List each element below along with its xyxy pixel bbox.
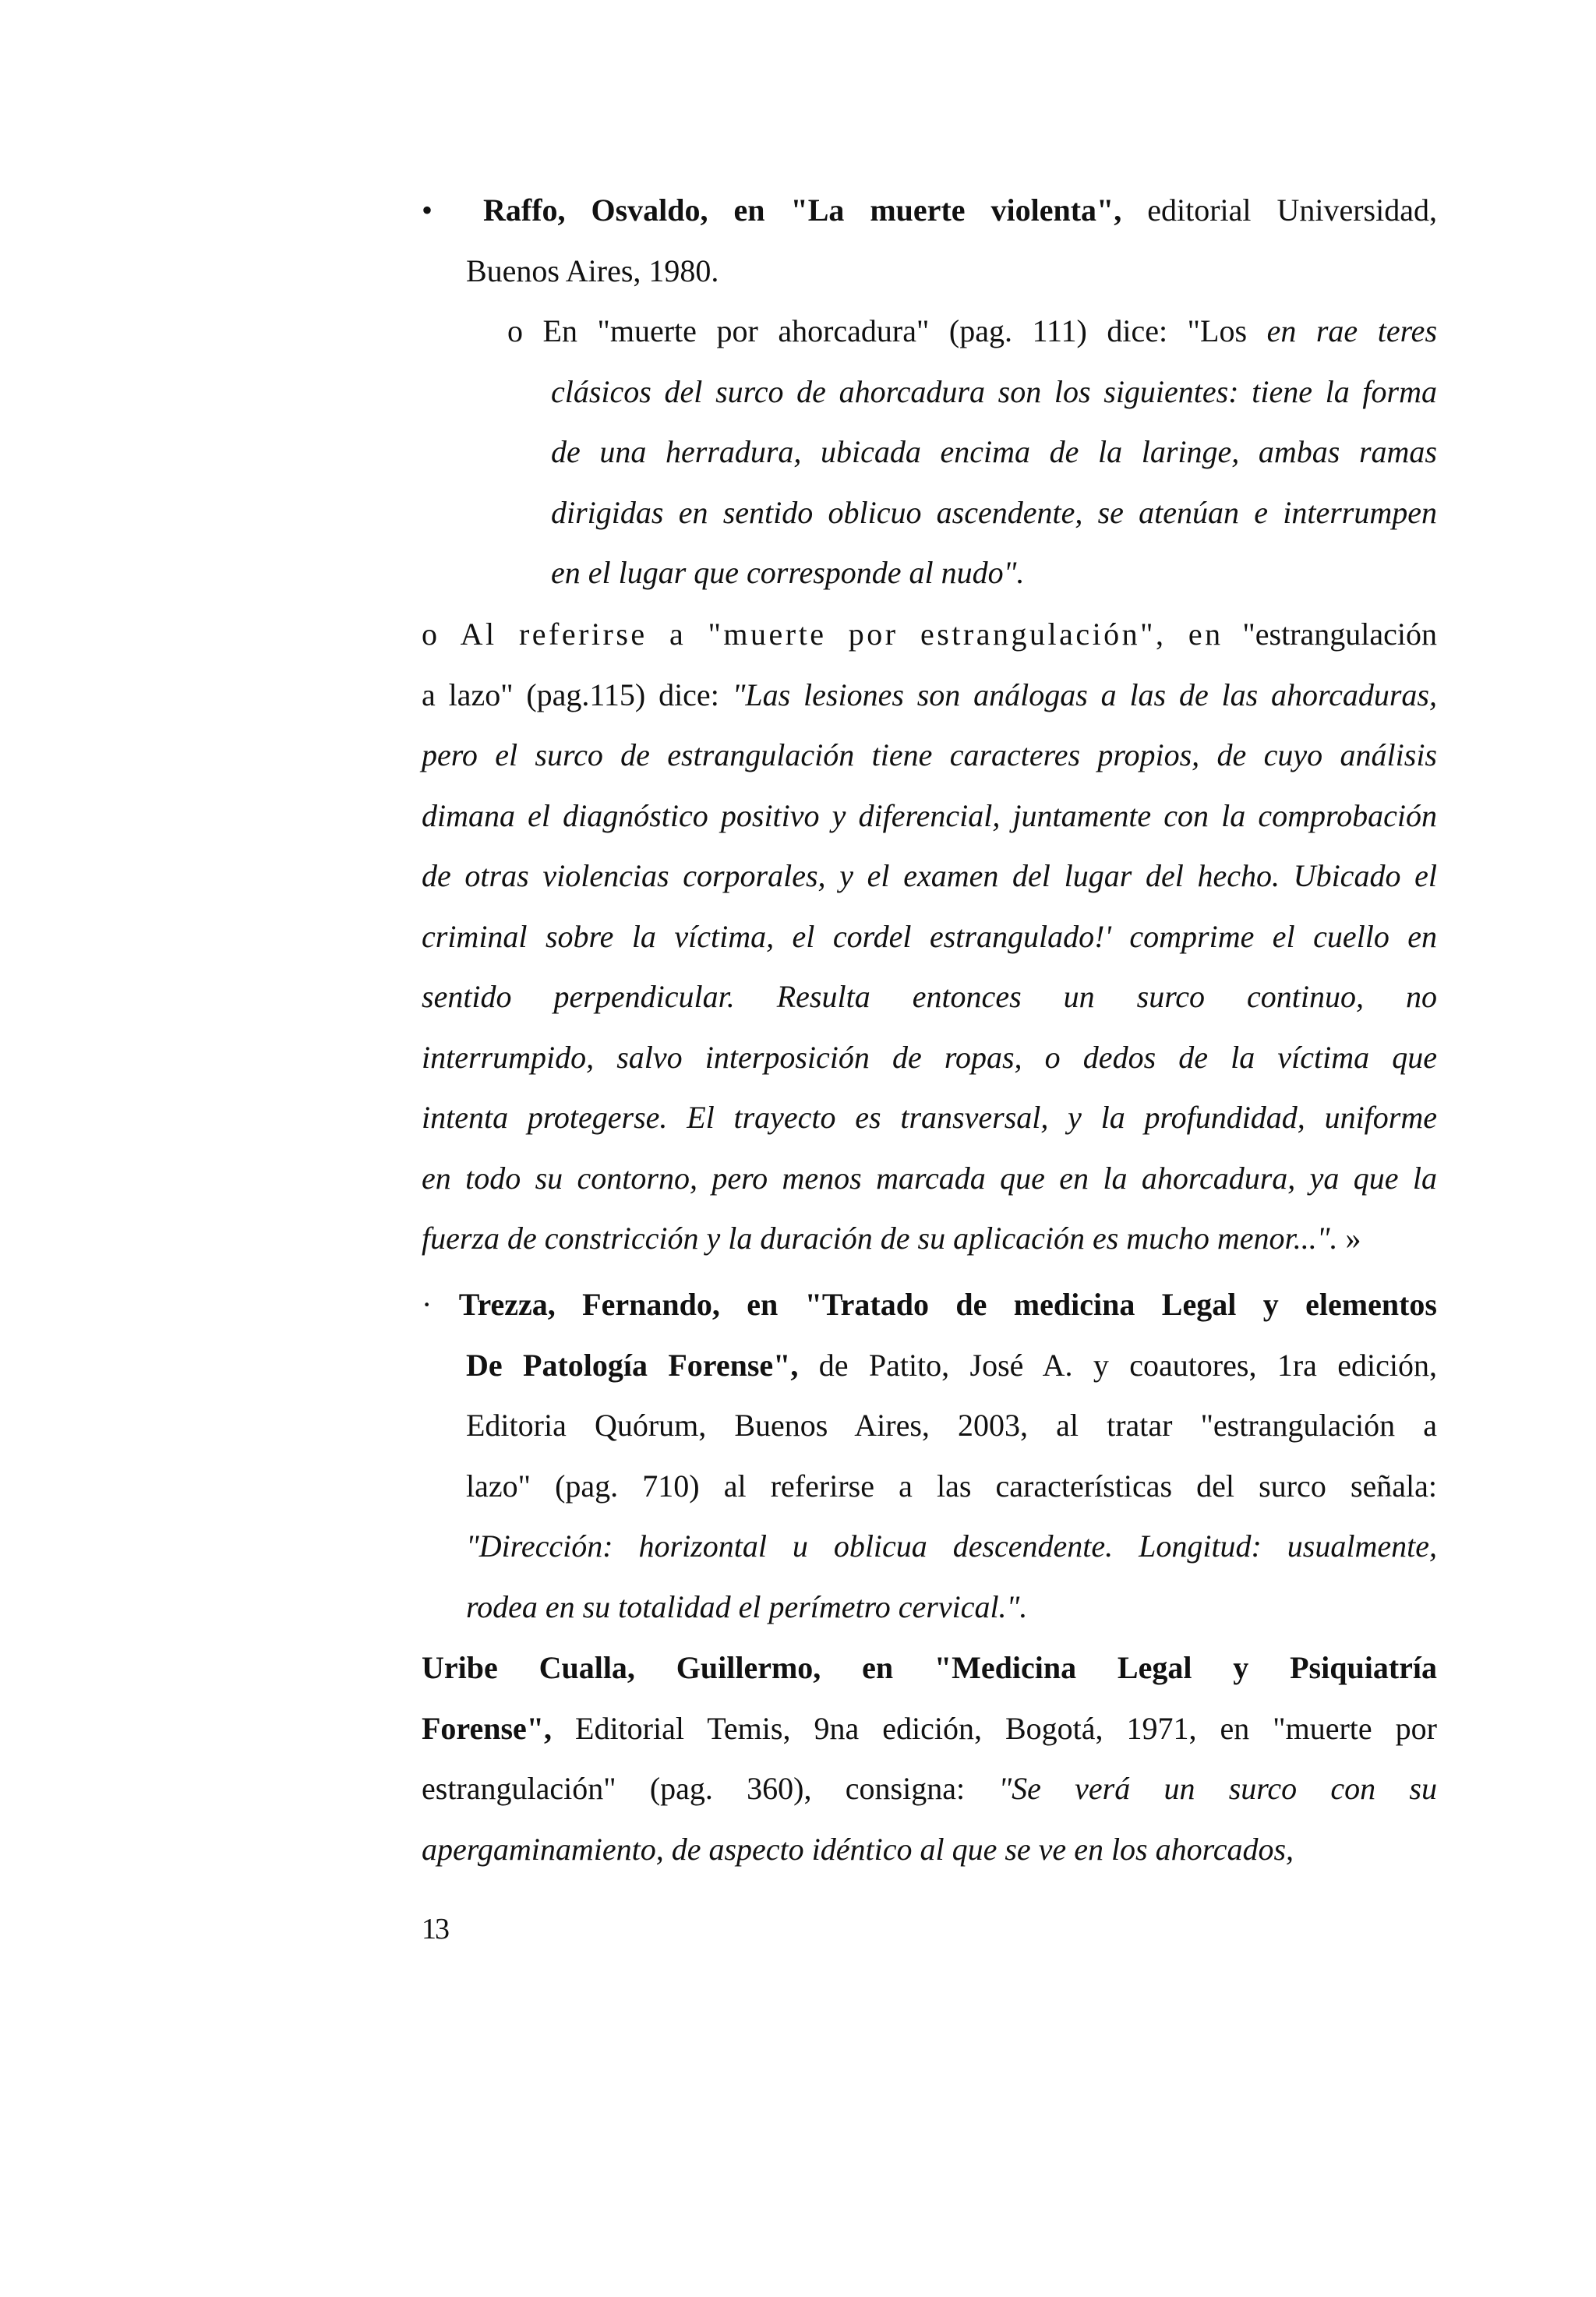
reference-trezza-title-end: De Patología Forense", [466, 1347, 799, 1383]
reference-uribe-quote-line: apergaminamiento, de aspecto idéntico al que se ve en los ahorcados, [422, 1831, 1294, 1867]
subitem-estrangulacion-quote-start: "Las lesiones son análogas a las de las ahorcaduras, [732, 677, 1437, 712]
reference-trezza [422, 1274, 1437, 1637]
subitem-ahorcadura-lead: o En "muerte por ahorcadura" (pag. 111) dice: "Los [507, 313, 1267, 348]
reference-uribe-citation: estrangulación" (pag. 360), consigna: [422, 1771, 999, 1806]
subitem-estrangulacion-quote-line: de otras violencias corporales, y el examen del lugar del hecho. Ubicado el [422, 858, 1437, 893]
page-number: 13 [422, 1913, 448, 1945]
reference-raffo-line-2: Buenos Aires, 1980. [466, 253, 719, 288]
subitem-ahorcadura-quote-line: de una herradura, ubicada encima de la laringe, ambas ramas [551, 434, 1437, 469]
reference-trezza-quote-line: rodea en su totalidad el perímetro cervical.". [466, 1588, 1028, 1624]
bullet-point: • [422, 193, 433, 228]
subitem-estrangulacion-tail: » [1337, 1221, 1361, 1256]
subitem-estrangulacion-quote-line: sentido perpendicular. Resulta entonces un surco continuo, no [422, 979, 1437, 1014]
subitem-ahorcadura [507, 301, 1437, 603]
reference-trezza-title: Trezza, Fernando, en "Tratado de medicina Legal y elementos [458, 1287, 1437, 1322]
subitem-estrangulacion [422, 604, 1437, 1269]
subitem-estrangulacion-quote-line: interrumpido, salvo interposición de ropas, o dedos de la víctima que [422, 1039, 1437, 1075]
reference-raffo-publisher: editorial Universidad, [1121, 193, 1437, 228]
subitem-estrangulacion-quote-end: fuerza de constricción y la duración de su aplicación es mucho menor...". [422, 1221, 1338, 1256]
subitem-estrangulacion-lead: o Al referirse a "muerte por estrangulación", en [422, 617, 1223, 652]
reference-uribe-publisher: Editorial Temis, 9na edición, Bogotá, 1971, en "muerte por [552, 1710, 1437, 1746]
subitem-estrangulacion-quote-line: dimana el diagnóstico positivo y diferencial, juntamente con la comprobación [422, 797, 1437, 833]
subitem-estrangulacion-quote-line: en todo su contorno, pero menos marcada que en la ahorcadura, ya que la [422, 1160, 1437, 1196]
reference-uribe-line-2 [422, 1698, 1437, 1759]
subitem-estrangulacion-quote-line: intenta protegerse. El trayecto es transversal, y la profundidad, uniforme [422, 1100, 1437, 1135]
reference-raffo-line-1 [422, 180, 1437, 241]
reference-trezza-publisher: de Patito, José A. y coautores, 1ra edición, [798, 1347, 1437, 1383]
subitem-estrangulacion-line-1 [422, 604, 1437, 665]
reference-uribe-line-3 [422, 1758, 1437, 1819]
reference-trezza-line-2 [422, 1335, 1437, 1396]
subitem-estrangulacion-line-2 [422, 665, 1437, 726]
reference-trezza-line-1 [422, 1274, 1437, 1335]
reference-uribe-line-1: Uribe Cualla, Guillermo, en "Medicina Legal y Psiquiatría [422, 1650, 1437, 1685]
subitem-estrangulacion-last-line [422, 1208, 1437, 1269]
reference-raffo-author: Raffo, Osvaldo, en "La muerte violenta", [483, 193, 1122, 228]
subitem-ahorcadura-quote-line: en el lugar que corresponde al nudo". [551, 555, 1025, 590]
subitem-ahorcadura-lead-italic: en rae teres [1266, 313, 1438, 348]
subitem-estrangulacion-lead-rest: "estrangulación [1223, 617, 1437, 652]
reference-trezza-line-4: lazo" (pag. 710) al referirse a las características del surco señala: [466, 1468, 1437, 1504]
subitem-ahorcadura-line-1 [507, 301, 1437, 362]
subitem-estrangulacion-quote-line: criminal sobre la víctima, el cordel estrangulado!' comprime el cuello en [422, 918, 1437, 954]
subitem-estrangulacion-citation: a lazo" (pag.115) dice: [422, 677, 733, 712]
reference-uribe-quote-start: "Se verá un surco con su [998, 1771, 1437, 1806]
reference-trezza-quote-line: "Dirección: horizontal u oblicua descendente. Longitud: usualmente, [466, 1528, 1437, 1564]
subitem-ahorcadura-quote-line: clásicos del surco de ahorcadura son los siguientes: tiene la forma [551, 373, 1437, 409]
reference-uribe [422, 1638, 1437, 1879]
subitem-estrangulacion-quote-line: pero el surco de estrangulación tiene caracteres propios, de cuyo análisis [422, 737, 1437, 772]
reference-trezza-line-3: Editoria Quórum, Buenos Aires, 2003, al tratar "estrangulación a [466, 1408, 1437, 1443]
reference-raffo [422, 180, 1437, 301]
reference-trezza-marker: · [422, 1287, 459, 1322]
subitem-ahorcadura-quote-line: dirigidas en sentido oblicuo ascendente, se atenúan e interrumpen [551, 494, 1437, 530]
reference-uribe-title-end: Forense", [422, 1710, 552, 1746]
